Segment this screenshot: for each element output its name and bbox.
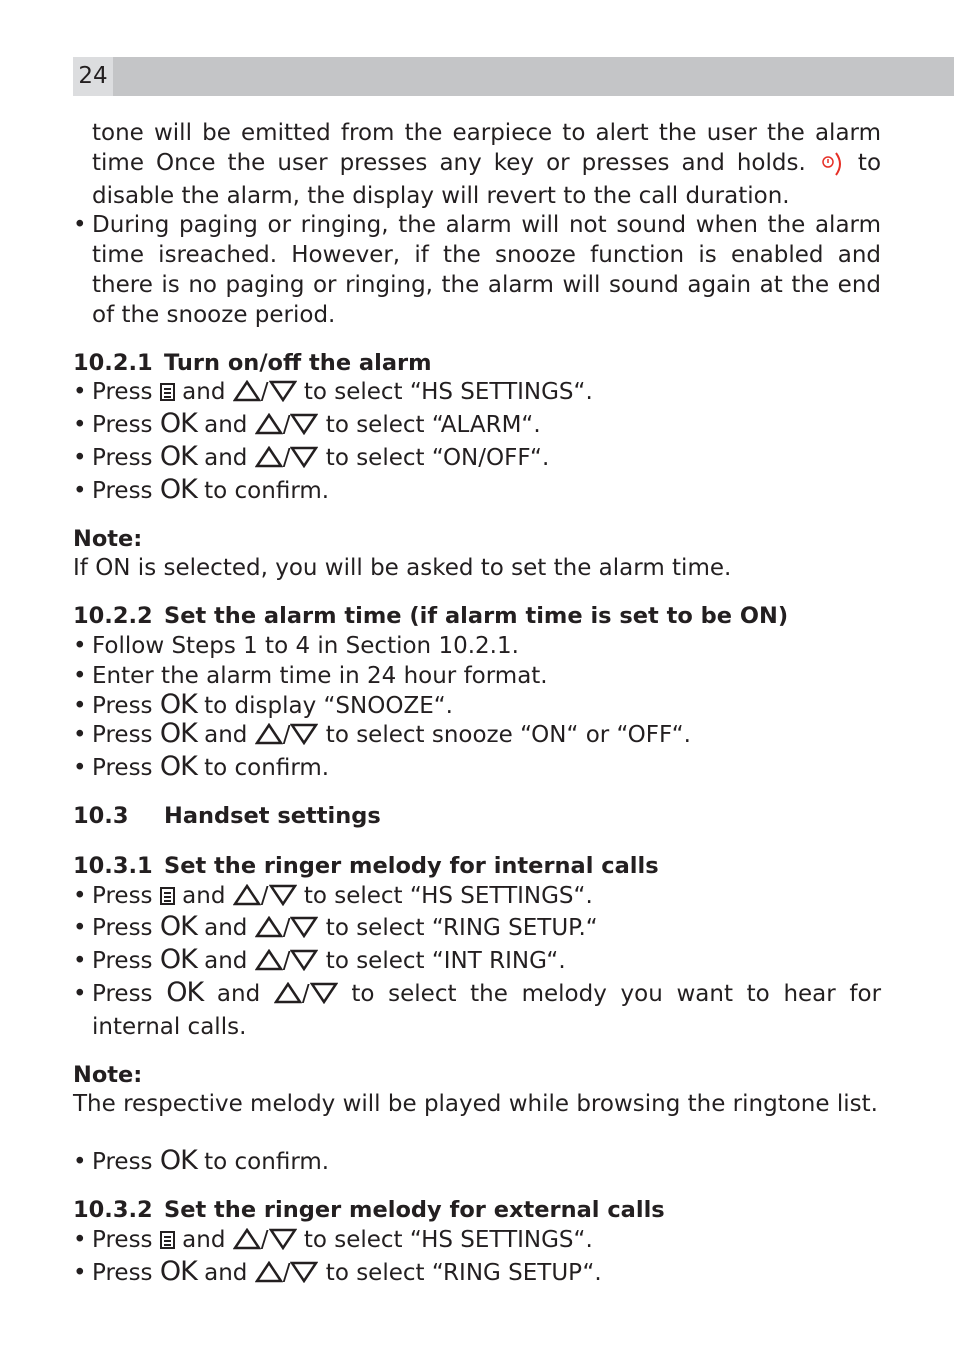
intro-line — [73, 119, 881, 211]
step-text: to select “HS SETTINGS“. — [303, 1226, 593, 1253]
down-arrow-icon — [269, 1228, 297, 1259]
list-item: • Press and / to select “HS SETTINGS“. — [73, 378, 881, 411]
step-text: to display “SNOOZE“. — [204, 692, 453, 719]
menu-icon — [160, 887, 175, 905]
section-heading-10-3-1 — [73, 852, 881, 882]
up-arrow-icon — [233, 1228, 261, 1259]
up-arrow-icon — [255, 916, 283, 947]
list-item: • Press OK and / to select “ON/OFF“. — [73, 444, 881, 477]
up-arrow-icon — [255, 446, 283, 477]
press-text: Press — [92, 1259, 153, 1286]
press-text: Press — [92, 1226, 153, 1253]
ok-icon: OK — [159, 718, 197, 750]
section-number: 10.3.2 — [73, 1196, 153, 1223]
menu-icon — [160, 1231, 175, 1249]
press-text: Press — [92, 948, 153, 975]
step-text: to select the melody you want to hear for internal calls. — [92, 980, 882, 1040]
intro-text-2a: Once the user presses any key or presses and holds. — [156, 149, 806, 176]
up-arrow-icon — [274, 982, 302, 1013]
slash: / — [260, 379, 269, 406]
press-text: Press — [92, 722, 153, 749]
intro-text-2b: to disable the alarm, the display will revert to the call duration. — [92, 149, 882, 209]
press-text: Press — [92, 444, 153, 471]
press-text: Press — [92, 915, 153, 942]
intro-text-1: tone will be emitted from the earpiece to alert the user the alarm time — [92, 120, 881, 176]
and-text: and — [204, 1259, 248, 1286]
ok-icon: OK — [159, 440, 197, 472]
ok-icon: OK — [159, 1255, 197, 1287]
down-arrow-icon — [310, 982, 338, 1013]
up-arrow-icon — [233, 380, 261, 411]
list-item: • Press and / to select “HS SETTINGS“. — [73, 1226, 881, 1259]
bullet-dot: • — [73, 212, 87, 239]
list-item: • Press and / to select “HS SETTINGS“. — [73, 882, 881, 915]
down-arrow-icon — [290, 949, 318, 980]
ok-icon: OK — [159, 751, 197, 783]
up-arrow-icon — [255, 723, 283, 754]
and-text: and — [216, 980, 261, 1007]
ok-icon: OK — [159, 473, 197, 505]
note-label: Note: — [73, 1061, 143, 1088]
down-arrow-icon — [290, 1261, 318, 1292]
ok-icon: OK — [166, 976, 204, 1008]
slash: / — [260, 1226, 269, 1253]
list-item: • Press OK and / to select the melody you want to hear for internal calls. — [73, 976, 882, 1040]
step-text: to confirm. — [204, 755, 330, 782]
list-item: • Follow Steps 1 to 4 in Section 10.2.1. — [73, 632, 881, 662]
list-item: • Press OK to confirm. — [73, 751, 330, 783]
page-content — [73, 119, 881, 1291]
press-text: Press — [92, 477, 153, 504]
list-item: • Press OK to confirm. — [73, 1145, 330, 1177]
step-text: to select “HS SETTINGS“. — [303, 379, 593, 406]
ok-icon: OK — [159, 688, 197, 720]
slash: / — [282, 915, 291, 942]
step-text: to select “ALARM“. — [325, 412, 541, 439]
down-arrow-icon — [269, 380, 297, 411]
note-text: The respective melody will be played while browsing the ringtone list. — [73, 1091, 878, 1118]
list-item: • Press OK and / to select “ALARM“. — [73, 411, 881, 444]
section-title: Set the alarm time (if alarm time is set to be ON) — [164, 603, 789, 630]
down-arrow-icon — [290, 413, 318, 444]
section-title: Set the ringer melody for internal calls — [164, 852, 659, 879]
press-text: Press — [92, 379, 153, 406]
list-item: • Press OK to confirm. — [73, 473, 330, 505]
and-text: and — [182, 1226, 226, 1253]
slash: / — [260, 882, 269, 909]
down-arrow-icon — [290, 446, 318, 477]
section-heading-10-2-2 — [73, 602, 881, 632]
step-text: Enter the alarm time in 24 hour format. — [92, 662, 548, 689]
and-text: and — [182, 882, 226, 909]
step-text: to select snooze “ON“ or “OFF“. — [325, 722, 691, 749]
up-arrow-icon — [233, 884, 261, 915]
section-number: 10.2.2 — [73, 603, 153, 630]
and-text: and — [204, 948, 248, 975]
step-text: Follow Steps 1 to 4 in Section 10.2.1. — [92, 632, 519, 659]
press-text: Press — [92, 692, 153, 719]
and-text: and — [204, 444, 248, 471]
section-number: 10.3 — [73, 802, 129, 829]
list-item: • Press OK and / to select “RING SETUP.“ — [73, 914, 881, 947]
ok-icon: OK — [159, 944, 197, 976]
and-text: and — [182, 379, 226, 406]
section-title: Set the ringer melody for external calls — [164, 1196, 665, 1223]
up-arrow-icon — [255, 949, 283, 980]
section-heading-10-2-1 — [73, 349, 881, 379]
step-text: to select “RING SETUP.“ — [325, 915, 598, 942]
list-item: • Press OK to display “SNOOZE“. — [73, 688, 453, 720]
and-text: and — [204, 412, 248, 439]
note-label: Note: — [73, 525, 143, 552]
step-text: to select “HS SETTINGS“. — [303, 882, 593, 909]
slash: / — [301, 980, 310, 1007]
step-text: to select “ON/OFF“. — [325, 444, 550, 471]
header-bar — [113, 57, 954, 96]
list-item: • Press OK and / to select snooze “ON“ or “OFF“. — [73, 721, 881, 754]
up-arrow-icon — [255, 1261, 283, 1292]
ok-icon: OK — [159, 1145, 197, 1177]
menu-icon — [160, 383, 175, 401]
and-text: and — [204, 915, 248, 942]
section-title: Turn on/off the alarm — [164, 349, 432, 376]
ok-icon: OK — [159, 911, 197, 943]
and-text: and — [204, 722, 248, 749]
ok-icon: OK — [159, 408, 197, 440]
bullet-text: During paging or ringing, the alarm will not sound when the alarm time isreached. However, if the snooze function is enabled and there is no paging or ringing, the alarm will sound again at the end of the snooze period. — [92, 212, 881, 328]
list-item: • Press OK and / to select “INT RING“. — [73, 947, 881, 980]
slash: / — [282, 1259, 291, 1286]
step-text: to select “INT RING“. — [325, 948, 566, 975]
step-text: to select “RING SETUP“. — [325, 1259, 602, 1286]
slash: / — [282, 444, 291, 471]
press-text: Press — [92, 1149, 153, 1176]
list-item — [73, 211, 881, 330]
press-text: Press — [92, 980, 153, 1007]
list-item: • Press OK and / to select “RING SETUP“. — [73, 1259, 881, 1292]
slash: / — [282, 722, 291, 749]
press-text: Press — [92, 412, 153, 439]
note-text: If ON is selected, you will be asked to set the alarm time. — [73, 555, 732, 582]
page-number: 24 — [73, 57, 113, 96]
press-text: Press — [92, 755, 153, 782]
press-text: Press — [92, 882, 153, 909]
list-item: • Enter the alarm time in 24 hour format. — [73, 662, 881, 692]
section-heading-10-3 — [73, 802, 881, 832]
section-heading-10-3-2 — [73, 1196, 881, 1226]
section-title: Handset settings — [164, 802, 381, 829]
down-arrow-icon — [290, 916, 318, 947]
section-number: 10.2.1 — [73, 349, 153, 376]
slash: / — [282, 948, 291, 975]
down-arrow-icon — [269, 884, 297, 915]
step-text: to confirm. — [204, 477, 330, 504]
up-arrow-icon — [255, 413, 283, 444]
end-call-icon — [818, 151, 846, 182]
slash: / — [282, 412, 291, 439]
down-arrow-icon — [290, 723, 318, 754]
section-number: 10.3.1 — [73, 852, 153, 879]
step-text: to confirm. — [204, 1149, 330, 1176]
